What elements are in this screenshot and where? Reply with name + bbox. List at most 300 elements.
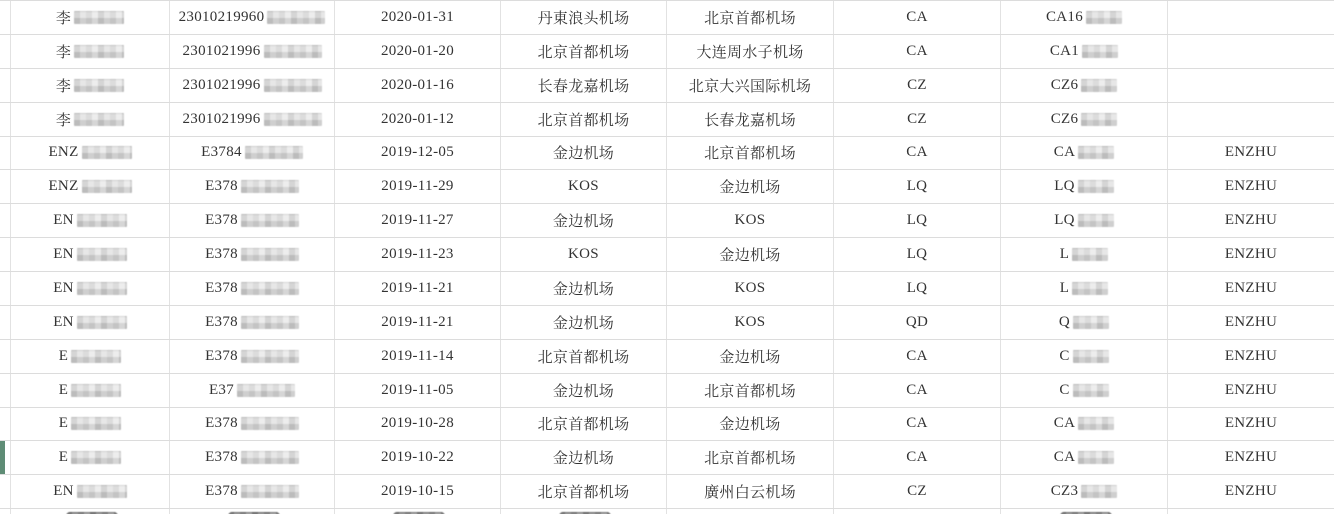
cell-arrival-airport[interactable]	[666, 441, 833, 474]
cell-id-number-text: 2301021996	[182, 110, 261, 127]
redacted-text-mosaic	[77, 316, 127, 329]
cell-date[interactable]	[334, 1, 500, 34]
cell-departure-airport[interactable]	[500, 509, 666, 514]
cell-flight-number-text: C	[1059, 347, 1070, 364]
cell-arrival-airport-text: KOS	[734, 279, 766, 296]
cell-flight-number-text: CA	[1053, 449, 1076, 466]
cell-tag[interactable]	[1167, 170, 1334, 203]
cell-flight-number[interactable]	[1000, 509, 1167, 514]
redacted-text-mosaic	[71, 350, 121, 363]
cell-tag-text: ENZHU	[1224, 144, 1278, 161]
redacted-text-mosaic	[264, 45, 322, 58]
cell-flight-number[interactable]	[1000, 238, 1167, 271]
cell-carrier-code[interactable]	[833, 374, 1000, 407]
cell-flight-number-text: CA	[1053, 415, 1076, 432]
cell-arrival-airport[interactable]	[666, 306, 833, 339]
cell-id-number-text: E378	[205, 415, 238, 432]
redacted-text-mosaic	[74, 113, 124, 126]
cell-id-number-text: E378	[205, 483, 238, 500]
cell-name-text: E	[58, 415, 69, 432]
cell-id-number[interactable]	[169, 137, 334, 170]
cell-date-text: 2019-11-21	[381, 279, 454, 296]
redacted-text-mosaic	[1078, 146, 1114, 159]
cell-date-text: 2020-01-16	[381, 76, 454, 93]
row-gutter	[0, 170, 10, 203]
cell-arrival-airport[interactable]	[666, 137, 833, 170]
cell-date-text: 2019-10-28	[381, 415, 454, 432]
cell-arrival-airport[interactable]	[666, 35, 833, 68]
cell-flight-number-text: L	[1059, 246, 1070, 263]
table-row-partial	[0, 509, 1334, 514]
cell-arrival-airport-text: 北京首都机场	[704, 383, 796, 400]
cell-arrival-airport-text: 北京首都机场	[704, 451, 796, 468]
cell-date[interactable]	[334, 103, 500, 136]
redacted-text-mosaic	[241, 316, 299, 329]
cell-flight-number[interactable]	[1000, 408, 1167, 441]
cell-departure-airport-text: 丹東浪头机场	[537, 10, 630, 27]
cell-name[interactable]	[10, 408, 169, 441]
cell-name[interactable]	[10, 204, 169, 237]
cell-carrier-code-text: CA	[906, 449, 928, 466]
cell-carrier-code[interactable]	[833, 204, 1000, 237]
cell-date-text: 2019-10-22	[381, 449, 454, 466]
redacted-text-mosaic	[1078, 451, 1114, 464]
cell-carrier-code-text: CA	[906, 8, 928, 25]
cell-departure-airport[interactable]	[500, 137, 666, 170]
cell-carrier-code[interactable]	[833, 475, 1000, 508]
cell-date-text: 2020-01-31	[381, 8, 454, 25]
cell-arrival-airport[interactable]	[666, 170, 833, 203]
cell-id-number[interactable]	[169, 509, 334, 514]
cell-id-number-text: E378	[205, 313, 238, 330]
redacted-text-mosaic	[267, 11, 325, 24]
cell-date-text: 2019-11-14	[381, 347, 454, 364]
cell-name-text: 李	[55, 112, 72, 129]
redacted-text-mosaic	[71, 417, 121, 430]
cell-tag[interactable]	[1167, 340, 1334, 373]
cell-carrier-code-text: CA	[906, 347, 928, 364]
cell-name[interactable]	[10, 1, 169, 34]
cell-tag[interactable]	[1167, 475, 1334, 508]
cell-departure-airport-text: 北京首都机场	[537, 417, 630, 434]
cell-id-number-text: E378	[205, 449, 238, 466]
cell-id-number[interactable]	[169, 475, 334, 508]
cell-departure-airport-text: 北京首都机场	[537, 44, 630, 61]
cell-name[interactable]	[10, 170, 169, 203]
cell-name[interactable]	[10, 374, 169, 407]
table-row	[0, 475, 1334, 509]
cell-date[interactable]	[334, 475, 500, 508]
row-gutter	[0, 374, 10, 407]
cell-departure-airport[interactable]	[500, 374, 666, 407]
cell-flight-number-text: LQ	[1054, 178, 1075, 195]
cell-carrier-code-text: LQ	[906, 246, 928, 263]
cell-carrier-code-text: LQ	[906, 178, 928, 195]
redacted-text-mosaic	[82, 146, 132, 159]
cell-arrival-airport-text: 金边机场	[719, 349, 781, 366]
redacted-text-mosaic	[241, 350, 299, 363]
cell-arrival-airport[interactable]	[666, 103, 833, 136]
cell-name[interactable]	[10, 69, 169, 102]
cell-departure-airport-text: 北京首都机场	[537, 349, 630, 366]
cell-flight-number-text: CZ6	[1050, 110, 1079, 127]
cell-flight-number[interactable]	[1000, 35, 1167, 68]
cell-tag-text: ENZHU	[1224, 381, 1278, 398]
cell-arrival-airport[interactable]	[666, 408, 833, 441]
cell-id-number[interactable]	[169, 340, 334, 373]
cell-name[interactable]	[10, 35, 169, 68]
row-gutter	[0, 103, 10, 136]
redacted-text-mosaic	[241, 485, 299, 498]
cell-departure-airport[interactable]	[500, 1, 666, 34]
cell-date[interactable]	[334, 238, 500, 271]
cell-date-text: 2019-11-05	[381, 381, 454, 398]
cell-date[interactable]	[334, 509, 500, 514]
cell-carrier-code-text: CA	[906, 381, 928, 398]
cell-flight-number[interactable]	[1000, 103, 1167, 136]
redacted-text-mosaic	[1082, 45, 1118, 58]
redacted-text-mosaic	[1073, 384, 1109, 397]
cell-arrival-airport-text: KOS	[734, 313, 766, 330]
cell-date[interactable]	[334, 35, 500, 68]
cell-name[interactable]	[10, 475, 169, 508]
cell-departure-airport-text: 金边机场	[552, 383, 615, 400]
row-gutter	[0, 272, 10, 305]
cell-id-number-text: E378	[205, 246, 238, 263]
cell-flight-number-text: CZ3	[1050, 483, 1079, 500]
cell-id-number[interactable]	[169, 1, 334, 34]
cell-arrival-airport-text: 北京首都机场	[704, 146, 796, 163]
cell-name-text: E	[58, 449, 69, 466]
cell-departure-airport[interactable]	[500, 441, 666, 474]
redacted-text-mosaic	[241, 180, 299, 193]
cell-departure-airport-text: 金边机场	[552, 315, 615, 332]
cell-flight-number[interactable]	[1000, 1, 1167, 34]
table-body	[0, 1, 1334, 514]
cell-arrival-airport-text: 北京大兴国际机场	[688, 78, 812, 95]
redacted-text-mosaic	[241, 451, 299, 464]
cell-name[interactable]	[10, 137, 169, 170]
cell-departure-airport[interactable]	[500, 340, 666, 373]
redacted-text-mosaic	[77, 214, 127, 227]
cell-tag[interactable]	[1167, 238, 1334, 271]
cell-departure-airport-text: 长春龙嘉机场	[537, 78, 630, 95]
cell-tag[interactable]	[1167, 137, 1334, 170]
table-row	[0, 69, 1334, 103]
cell-departure-airport[interactable]	[500, 306, 666, 339]
table-row	[0, 374, 1334, 408]
cell-carrier-code[interactable]	[833, 35, 1000, 68]
cell-flight-number[interactable]	[1000, 170, 1167, 203]
cell-carrier-code[interactable]	[833, 408, 1000, 441]
table-row	[0, 170, 1334, 204]
cell-id-number-text: E378	[205, 279, 238, 296]
cell-name-text: E	[58, 381, 69, 398]
cell-arrival-airport-text: 长春龙嘉机场	[704, 112, 796, 129]
cell-id-number-text: E378	[205, 178, 238, 195]
cell-carrier-code[interactable]	[833, 272, 1000, 305]
cell-name-text: ENZ	[48, 144, 79, 161]
row-gutter	[0, 475, 10, 508]
cell-arrival-airport-text: 北京首都机场	[704, 10, 796, 27]
cell-id-number-text: 23010219960	[178, 8, 265, 25]
cell-carrier-code-text: CZ	[907, 110, 927, 127]
cell-flight-number-text: CA1	[1049, 42, 1080, 59]
redacted-text-mosaic	[71, 384, 121, 397]
redacted-text-mosaic	[77, 282, 127, 295]
cell-carrier-code-text: CA	[906, 415, 928, 432]
cell-tag[interactable]	[1167, 306, 1334, 339]
cell-departure-airport[interactable]	[500, 103, 666, 136]
cell-date[interactable]	[334, 170, 500, 203]
row-gutter	[0, 204, 10, 237]
cell-tag[interactable]	[1167, 35, 1334, 68]
redacted-text-mosaic	[74, 45, 124, 58]
redacted-text-mosaic	[237, 384, 295, 397]
cell-id-number[interactable]	[169, 272, 334, 305]
cell-id-number[interactable]	[169, 69, 334, 102]
cell-carrier-code[interactable]	[833, 306, 1000, 339]
row-gutter	[0, 441, 10, 474]
row-gutter	[0, 137, 10, 170]
row-gutter	[0, 35, 10, 68]
cell-id-number[interactable]	[169, 374, 334, 407]
cell-carrier-code[interactable]	[833, 238, 1000, 271]
table-row	[0, 103, 1334, 137]
cell-name-text: 李	[55, 10, 72, 27]
redacted-text-mosaic	[241, 417, 299, 430]
cell-id-number-text: E3784	[201, 144, 242, 161]
cell-date-text: 2019-11-21	[381, 313, 454, 330]
cell-tag[interactable]	[1167, 509, 1334, 514]
redacted-text-mosaic	[1081, 79, 1117, 92]
cell-id-number[interactable]	[169, 35, 334, 68]
redacted-text-mosaic	[1073, 350, 1109, 363]
cell-departure-airport-text: 北京首都机场	[537, 112, 630, 129]
cell-departure-airport-text: 金边机场	[552, 281, 615, 298]
cell-carrier-code-text: QD	[905, 313, 929, 330]
cell-name[interactable]	[10, 441, 169, 474]
redacted-text-mosaic	[71, 451, 121, 464]
cell-arrival-airport[interactable]	[666, 69, 833, 102]
cell-name[interactable]	[10, 340, 169, 373]
cell-departure-airport[interactable]	[500, 35, 666, 68]
cell-arrival-airport[interactable]	[666, 272, 833, 305]
cell-departure-airport[interactable]	[500, 272, 666, 305]
table-row	[0, 340, 1334, 374]
cell-id-number[interactable]	[169, 204, 334, 237]
cell-id-number[interactable]	[169, 408, 334, 441]
cell-date[interactable]	[334, 441, 500, 474]
row-gutter	[0, 509, 10, 514]
cell-name[interactable]	[10, 306, 169, 339]
cell-name-text: EN	[53, 212, 74, 229]
redacted-text-mosaic	[1072, 282, 1108, 295]
cell-tag[interactable]	[1167, 374, 1334, 407]
cell-arrival-airport[interactable]	[666, 340, 833, 373]
redacted-text-mosaic	[1081, 113, 1117, 126]
table-row	[0, 238, 1334, 272]
cell-carrier-code[interactable]	[833, 103, 1000, 136]
cell-carrier-code-text: LQ	[906, 279, 928, 296]
cell-flight-number[interactable]	[1000, 475, 1167, 508]
row-gutter	[0, 69, 10, 102]
cell-name[interactable]	[10, 272, 169, 305]
cell-name[interactable]	[10, 238, 169, 271]
cell-carrier-code[interactable]	[833, 69, 1000, 102]
cell-name-text: E	[58, 347, 69, 364]
cell-date-text: 2019-11-29	[381, 178, 454, 195]
cell-carrier-code[interactable]	[833, 340, 1000, 373]
cell-carrier-code[interactable]	[833, 1, 1000, 34]
cell-flight-number[interactable]	[1000, 69, 1167, 102]
cell-flight-number-text: Q	[1058, 313, 1071, 330]
redacted-text-mosaic	[1078, 180, 1114, 193]
cell-carrier-code[interactable]	[833, 170, 1000, 203]
cell-name-text: EN	[53, 313, 74, 330]
cell-departure-airport-text: KOS	[568, 178, 599, 195]
redacted-text-mosaic	[77, 485, 127, 498]
cell-id-number[interactable]	[169, 306, 334, 339]
cell-departure-airport[interactable]	[500, 204, 666, 237]
cell-date-text: 2020-01-12	[381, 110, 454, 127]
cell-flight-number-text: LQ	[1054, 212, 1075, 229]
cell-id-number-text: E37	[208, 381, 235, 398]
cell-departure-airport[interactable]	[500, 69, 666, 102]
table-row	[0, 204, 1334, 238]
cell-flight-number[interactable]	[1000, 306, 1167, 339]
cell-arrival-airport[interactable]	[666, 374, 833, 407]
redacted-text-mosaic	[1072, 248, 1108, 261]
cell-carrier-code-text: CA	[906, 144, 928, 161]
cell-arrival-airport[interactable]	[666, 204, 833, 237]
row-gutter	[0, 1, 10, 34]
cell-flight-number-text: CA	[1053, 144, 1076, 161]
row-accent-indicator	[0, 441, 5, 474]
cell-name-text: ENZ	[48, 178, 79, 195]
cell-date[interactable]	[334, 69, 500, 102]
row-gutter	[0, 306, 10, 339]
table-row	[0, 35, 1334, 69]
cell-name-text: 李	[55, 44, 72, 61]
cell-id-number[interactable]	[169, 170, 334, 203]
cell-tag-text: ENZHU	[1224, 483, 1278, 500]
cell-tag[interactable]	[1167, 103, 1334, 136]
cell-arrival-airport-text: KOS	[734, 212, 766, 229]
cell-carrier-code[interactable]	[833, 137, 1000, 170]
cell-departure-airport[interactable]	[500, 475, 666, 508]
cell-tag[interactable]	[1167, 69, 1334, 102]
cell-flight-number[interactable]	[1000, 441, 1167, 474]
redacted-text-mosaic	[1081, 485, 1117, 498]
cell-arrival-airport-text: 金边机场	[719, 417, 781, 434]
cell-id-number[interactable]	[169, 441, 334, 474]
cell-flight-number[interactable]	[1000, 204, 1167, 237]
cell-id-number[interactable]	[169, 103, 334, 136]
redacted-text-mosaic	[1078, 417, 1114, 430]
cell-departure-airport[interactable]	[500, 238, 666, 271]
cell-carrier-code[interactable]	[833, 441, 1000, 474]
cell-tag[interactable]	[1167, 204, 1334, 237]
cell-departure-airport[interactable]	[500, 408, 666, 441]
cell-id-number-text: E378	[205, 212, 238, 229]
table-row	[0, 408, 1334, 442]
redacted-text-mosaic	[74, 11, 124, 24]
cell-tag[interactable]	[1167, 441, 1334, 474]
row-gutter	[0, 408, 10, 441]
cell-carrier-code-text: CZ	[907, 483, 927, 500]
cell-arrival-airport-text: 大连周水子机场	[696, 44, 804, 61]
cell-date-text: 2020-01-20	[381, 42, 454, 59]
cell-date[interactable]	[334, 272, 500, 305]
cell-flight-number-text: CA16	[1045, 8, 1084, 25]
redacted-text-mosaic	[264, 79, 322, 92]
table-row	[0, 1, 1334, 35]
cell-id-number[interactable]	[169, 238, 334, 271]
cell-name-text: EN	[53, 279, 74, 296]
cell-date-text: 2019-12-05	[381, 144, 454, 161]
cell-arrival-airport-text: 金边机场	[719, 180, 781, 197]
table-row	[0, 272, 1334, 306]
cell-tag-text: ENZHU	[1224, 313, 1278, 330]
cell-carrier-code-text: CZ	[907, 76, 927, 93]
cell-name-text: 李	[55, 78, 72, 95]
cell-date[interactable]	[334, 306, 500, 339]
cell-date[interactable]	[334, 137, 500, 170]
cell-tag[interactable]	[1167, 408, 1334, 441]
cell-flight-number[interactable]	[1000, 374, 1167, 407]
cell-tag[interactable]	[1167, 1, 1334, 34]
cell-flight-number-text: C	[1059, 381, 1070, 398]
cell-departure-airport-text: 金边机场	[552, 214, 615, 231]
table-row	[0, 306, 1334, 340]
cell-tag[interactable]	[1167, 272, 1334, 305]
cell-name[interactable]	[10, 103, 169, 136]
cell-arrival-airport[interactable]	[666, 475, 833, 508]
redacted-text-mosaic	[1073, 316, 1109, 329]
cell-date[interactable]	[334, 340, 500, 373]
cell-departure-airport[interactable]	[500, 170, 666, 203]
cell-name-text: EN	[53, 246, 74, 263]
cell-name[interactable]	[10, 509, 169, 514]
cell-carrier-code-text: CA	[906, 42, 928, 59]
redacted-text-mosaic	[74, 79, 124, 92]
cell-arrival-airport[interactable]	[666, 1, 833, 34]
cell-id-number-text: 2301021996	[182, 76, 261, 93]
redacted-text-mosaic	[1086, 11, 1122, 24]
cell-date-text: 2019-11-27	[381, 212, 454, 229]
cell-flight-number[interactable]	[1000, 137, 1167, 170]
cell-id-number-text: E378	[205, 347, 238, 364]
cell-departure-airport-text: KOS	[568, 246, 599, 263]
redacted-text-mosaic	[77, 248, 127, 261]
cell-date-text: 2019-11-23	[381, 246, 454, 263]
cell-carrier-code[interactable]	[833, 509, 1000, 514]
cell-flight-number[interactable]	[1000, 272, 1167, 305]
cell-departure-airport-text: 金边机场	[552, 451, 615, 468]
cell-tag-text: ENZHU	[1224, 279, 1278, 296]
cell-date[interactable]	[334, 204, 500, 237]
cell-arrival-airport[interactable]	[666, 509, 833, 514]
cell-tag-text: ENZHU	[1224, 212, 1278, 229]
redacted-text-mosaic	[245, 146, 303, 159]
cell-tag-text: ENZHU	[1224, 178, 1278, 195]
cell-flight-number[interactable]	[1000, 340, 1167, 373]
cell-arrival-airport[interactable]	[666, 238, 833, 271]
cell-date[interactable]	[334, 374, 500, 407]
cell-departure-airport-text: 金边机场	[552, 146, 615, 163]
cell-date[interactable]	[334, 408, 500, 441]
